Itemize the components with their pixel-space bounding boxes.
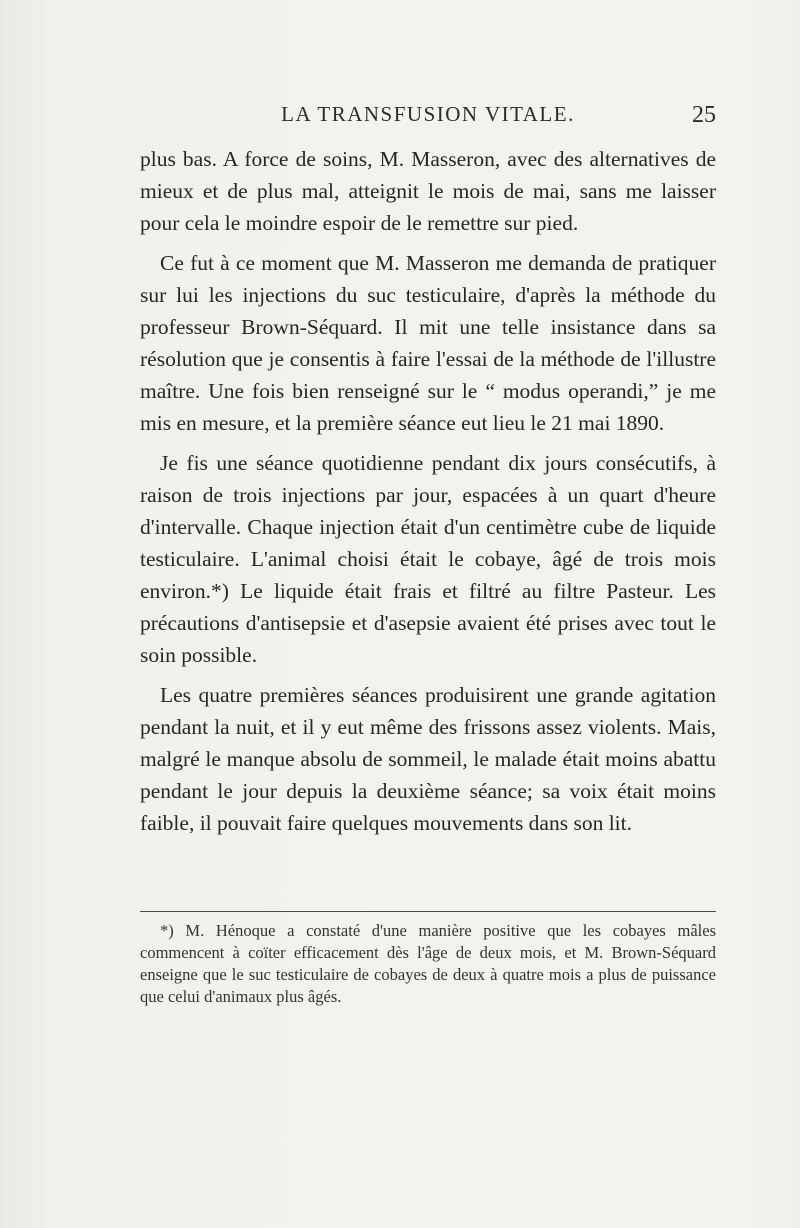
- footnote: *) M. Hénoque a constaté d'une manière positive que les cobayes mâles commencent à coïter efficacement dès l'âge de deux mois, et M. Brown-Séquard enseigne que le suc testiculaire de cobayes de deux à quatre mois a plus de puissance que celui d'animaux plus âgés.: [140, 921, 716, 1006]
- page-number: 25: [692, 102, 716, 128]
- paragraph-1: plus bas. A force de soins, M. Masseron, avec des alternatives de mieux et de plus mal, atteignit le mois de mai, sans me laisser pour cela le moindre espoir de le remettre sur pied.: [140, 147, 716, 235]
- paragraph-3: Je fis une séance quotidienne pendant dix jours consécutifs, à raison de trois injections par jour, espacées à un quart d'heure d'intervalle. Chaque injection était d'un centimètre cube de liquide testiculaire. L'animal choisi était le cobaye, âgé de trois mois environ.*) Le liquide était frais et filtré au filtre Pasteur. Les précautions d'antisepsie et d'asepsie avaient été prises avec tout le soin possible.: [140, 451, 716, 667]
- footnote-rule: [140, 911, 716, 912]
- running-head: [140, 102, 716, 142]
- paragraph-4: Les quatre premières séances produisirent une grande agitation pendant la nuit, et il y eut même des frissons assez violents. Mais, malgré le manque absolu de sommeil, le malade était moins abattu pendant le jour depuis la deuxième séance; sa voix était moins faible, il pouvait faire quelques mouvements dans son lit.: [140, 683, 716, 835]
- body-text: [140, 143, 716, 847]
- paragraph-2: Ce fut à ce moment que M. Masseron me demanda de pratiquer sur lui les injections du suc testiculaire, d'après la méthode du professeur Brown-Séquard. Il mit une telle insistance dans sa résolution que je consentis à faire l'essai de la méthode de l'illustre maître. Une fois bien renseigné sur le “ modus operandi,” je me mis en mesure, et la première séance eut lieu le 21 mai 1890.: [140, 251, 716, 435]
- running-title: LA TRANSFUSION VITALE.: [281, 102, 575, 126]
